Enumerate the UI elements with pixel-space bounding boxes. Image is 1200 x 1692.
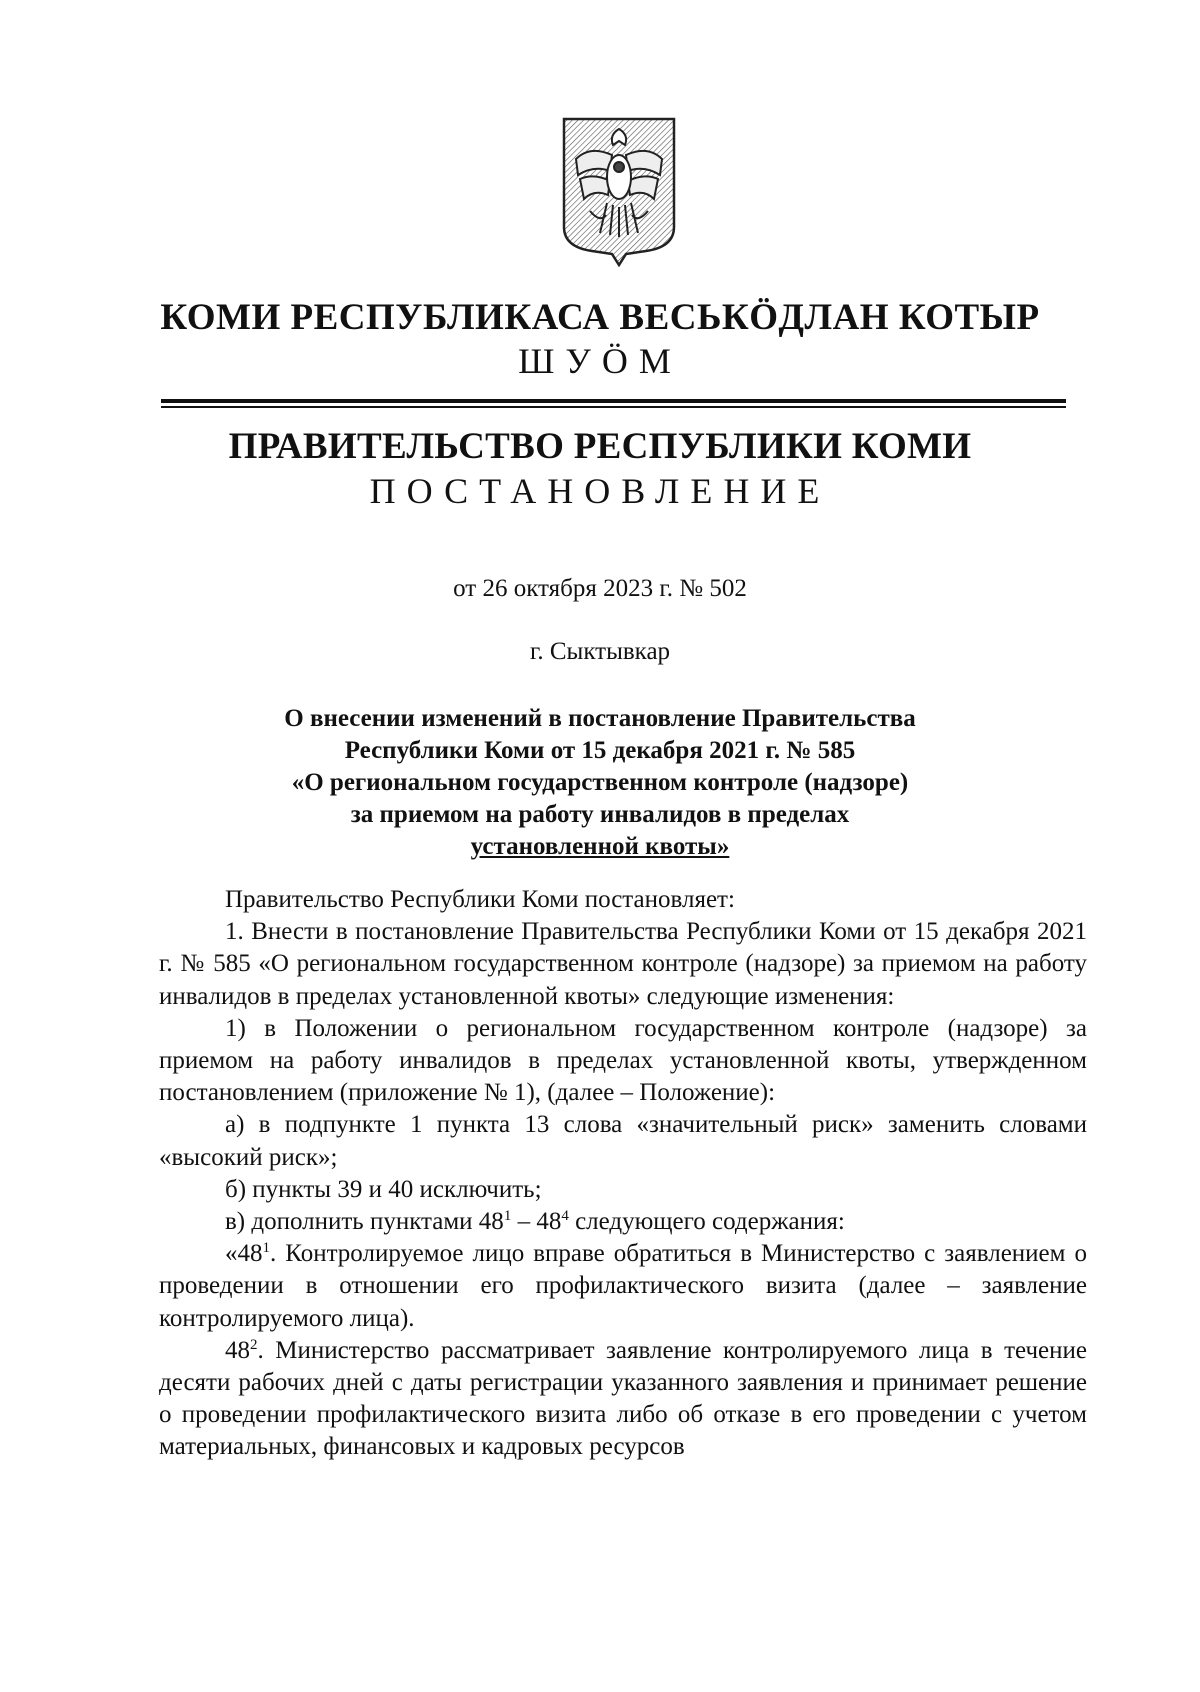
government-title: ПРАВИТЕЛЬСТВО РЕСПУБЛИКИ КОМИ: [228, 426, 972, 467]
paragraph-preamble: Правительство Республики Коми постановляет:: [225, 886, 735, 913]
komi-title: КОМИ РЕСПУБЛИКАСА ВЕСЬКӦДЛАН КОТЫР: [160, 297, 1040, 338]
city: г. Сыктывкар: [529, 638, 671, 665]
document-heading: [0, 703, 1200, 863]
paragraph-point-48-2: $48^2$. Министерство рассматривает заявление контролируемого лица в течение десяти рабочих дней с даты регистрации указанного заявления и принимает решение о проведении профилактического визита либо об отказе в его проведении с учетом материальных, финансовых и кадровых ресурсов: [159, 1336, 1087, 1461]
heading-line: за приемом на работу инвалидов в пределах: [350, 801, 850, 828]
heading-line: О внесении изменений в постановление Правительства: [284, 705, 916, 732]
paragraph-point-48-1: «$48^1$. Контролируемое лицо вправе обратиться в Министерство с заявлением о проведении в отношении его профилактического визита (далее – заявление контролируемого лица).: [159, 1240, 1087, 1332]
header-divider-thin: [161, 406, 1066, 408]
paragraph-item-1: 1. Внести в постановление Правительства Республики Коми от 15 декабря 2021 г. № 585 «О региональном государственном контроле (надзоре) за приемом на работу инвалидов в пределах установленной квоты» следующие изменения:: [159, 918, 1087, 1010]
komi-coat-of-arms-icon: [560, 115, 678, 267]
paragraph-subitem-a: а) в подпункте 1 пункта 13 слова «значительный риск» заменить словами «высокий риск»;: [159, 1111, 1087, 1171]
paragraph-subitem-1: 1) в Положении о региональном государственном контроле (надзоре) за приемом на работу инвалидов в пределах установленной квоты, утвержденном постановлением (приложение № 1), (далее – Положение):: [159, 1014, 1087, 1107]
heading-line: установленной квоты»: [470, 833, 730, 860]
resolution-title: ПОСТАНОВЛЕНИЕ: [369, 471, 831, 511]
date-and-number: от 26 октября 2023 г. № 502: [453, 575, 747, 602]
komi-subtitle: ШУӦМ: [518, 341, 682, 381]
header-divider-thick: [161, 399, 1066, 403]
heading-line: Республики Коми от 15 декабря 2021 г. № 585: [344, 737, 856, 764]
document-body: [159, 884, 1087, 1464]
paragraph-subitem-v: в) дополнить пунктами $48^1 - 48^4$ следующего содержания:: [225, 1208, 845, 1236]
heading-line: «О региональном государственном контроле (надзоре): [291, 769, 909, 796]
paragraph-subitem-b: б) пункты 39 и 40 исключить;: [225, 1175, 542, 1203]
